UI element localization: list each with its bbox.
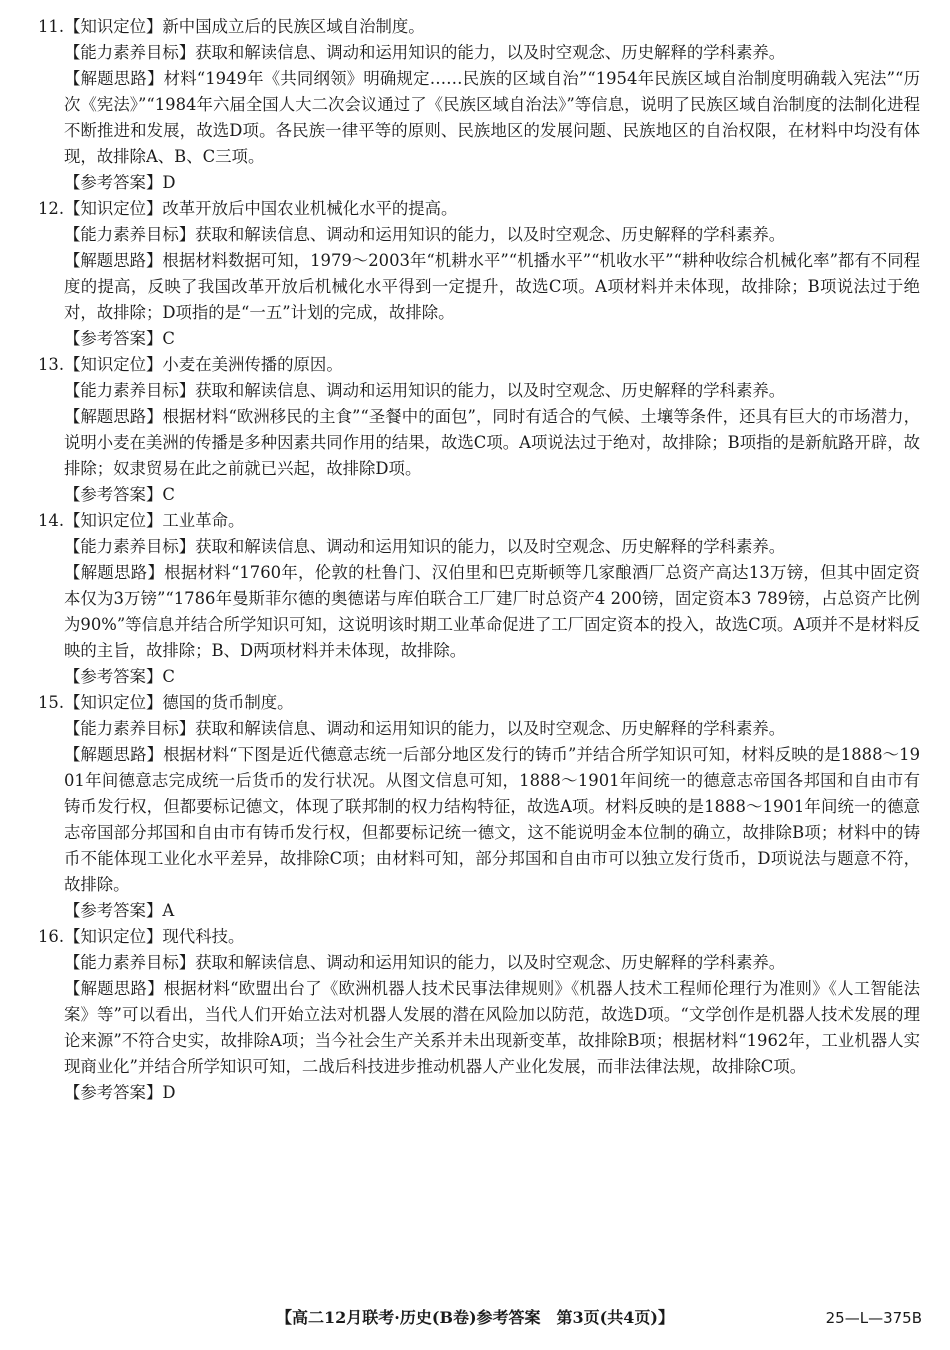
question-header	[38, 690, 920, 716]
question-header	[38, 924, 920, 950]
question-number: 15.	[38, 693, 65, 712]
solution-approach: 【解题思路】根据材料数据可知，1979～2003年“机耕水平”“机播水平”“机收水平”“耕种收综合机械化率”都有不同程度的提高，反映了我国改革开放后机械化水平得到一定提升，故选C项。A项材料并未体现，故排除；B项说法过于绝对，故排除；D项指的是“一五”计划的完成，故排除。	[64, 251, 920, 322]
reference-answer: 【参考答案】A	[64, 901, 175, 920]
solution-approach: 【解题思路】根据材料“欧盟出台了《欧洲机器人技术民事法律规则》《机器人技术工程师伦理行为准则》《人工智能法案》等”可以看出，当代人们开始立法对机器人发展的潜在风险加以防范，故选D项。“文学创作是机器人技术发展的理论来源”不符合史实，故排除A项；当今社会生产关系并未出现新变革，故排除B项；根据材料“1962年，工业机器人实现商业化”并结合所学知识可知，二战后科技进步推动机器人产业化发展，而非法律法规，故排除C项。	[64, 979, 920, 1076]
question-block	[38, 196, 920, 352]
solution-approach: 【解题思路】材料“1949年《共同纲领》明确规定……民族的区域自治”“1954年民族区域自治制度明确载入宪法”“历次《宪法》”“1984年六届全国人大二次会议通过了《民族区域自治法》”等信息，说明了民族区域自治制度的法制化进程不断推进和发展，故选D项。各民族一律平等的原则、民族地区的发展问题、民族地区的自治权限，在材料中均没有体现，故排除A、B、C三项。	[64, 69, 920, 166]
reference-answer: 【参考答案】D	[64, 1083, 176, 1102]
ability-target: 【能力素养目标】获取和解读信息、调动和运用知识的能力，以及时空观念、历史解释的学科素养。	[64, 719, 786, 738]
question-number: 16.	[38, 927, 65, 946]
knowledge-point: 【知识定位】德国的货币制度。	[64, 693, 294, 712]
question-block	[38, 924, 920, 1106]
ability-target: 【能力素养目标】获取和解读信息、调动和运用知识的能力，以及时空观念、历史解释的学科素养。	[64, 225, 786, 244]
question-number: 12.	[38, 199, 65, 218]
question-list	[38, 14, 920, 1106]
question-header	[38, 14, 920, 40]
knowledge-point: 【知识定位】改革开放后中国农业机械化水平的提高。	[64, 199, 458, 218]
ability-target: 【能力素养目标】获取和解读信息、调动和运用知识的能力，以及时空观念、历史解释的学科素养。	[64, 537, 786, 556]
question-block	[38, 14, 920, 196]
footer-title: 【高二12月联考·历史(B卷)参考答案 第3页(共4页)】	[276, 1308, 674, 1327]
footer-code: 25—L—375B	[825, 1309, 922, 1327]
question-block	[38, 508, 920, 690]
knowledge-point: 【知识定位】新中国成立后的民族区域自治制度。	[64, 17, 425, 36]
question-number: 14.	[38, 511, 65, 530]
reference-answer: 【参考答案】C	[64, 329, 175, 348]
question-block	[38, 690, 920, 924]
knowledge-point: 【知识定位】工业革命。	[64, 511, 245, 530]
ability-target: 【能力素养目标】获取和解读信息、调动和运用知识的能力，以及时空观念、历史解释的学科素养。	[64, 43, 786, 62]
ability-target: 【能力素养目标】获取和解读信息、调动和运用知识的能力，以及时空观念、历史解释的学科素养。	[64, 381, 786, 400]
knowledge-point: 【知识定位】现代科技。	[64, 927, 245, 946]
reference-answer: 【参考答案】C	[64, 485, 175, 504]
question-header	[38, 196, 920, 222]
question-number: 13.	[38, 355, 65, 374]
page-footer	[0, 1304, 950, 1332]
question-block	[38, 352, 920, 508]
reference-answer: 【参考答案】C	[64, 667, 175, 686]
question-number: 11.	[38, 17, 65, 36]
question-header	[38, 508, 920, 534]
solution-approach: 【解题思路】根据材料“欧洲移民的主食”“圣餐中的面包”，同时有适合的气候、土壤等条件，还具有巨大的市场潜力，说明小麦在美洲的传播是多种因素共同作用的结果，故选C项。A项说法过于绝对，故排除；B项指的是新航路开辟，故排除；奴隶贸易在此之前就已兴起，故排除D项。	[64, 407, 920, 478]
solution-approach: 【解题思路】根据材料“下图是近代德意志统一后部分地区发行的铸币”并结合所学知识可知，材料反映的是1888～1901年间德意志完成统一后货币的发行状况。从图文信息可知，1888～1901年间统一的德意志帝国各邦国和自由市有铸币发行权，但都要标记德文，体现了联邦制的权力结构特征，故选A项。材料反映的是1888～1901年间统一的德意志帝国部分邦国和自由市有铸币发行权，但都要标记统一德文，这不能说明金本位制的确立，故排除B项；材料中的铸币不能体现工业化水平差异，故排除C项；由材料可知，部分邦国和自由市可以独立发行货币，D项说法与题意不符，故排除。	[64, 745, 920, 894]
knowledge-point: 【知识定位】小麦在美洲传播的原因。	[64, 355, 343, 374]
ability-target: 【能力素养目标】获取和解读信息、调动和运用知识的能力，以及时空观念、历史解释的学科素养。	[64, 953, 786, 972]
solution-approach: 【解题思路】根据材料“1760年，伦敦的杜鲁门、汉伯里和巴克斯顿等几家酿酒厂总资产高达13万镑，但其中固定资本仅为3万镑”“1786年曼斯菲尔德的奥德诺与库伯联合工厂建厂时总资产4 200镑，固定资本3 789镑，占总资产比例为90%”等信息并结合所学知识可知，这说明该时期工业革命促进了工厂固定资本的投入，故选C项。A项并不是材料反映的主旨，故排除；B、D两项材料并未体现，故排除。	[64, 563, 920, 660]
reference-answer: 【参考答案】D	[64, 173, 176, 192]
question-header	[38, 352, 920, 378]
